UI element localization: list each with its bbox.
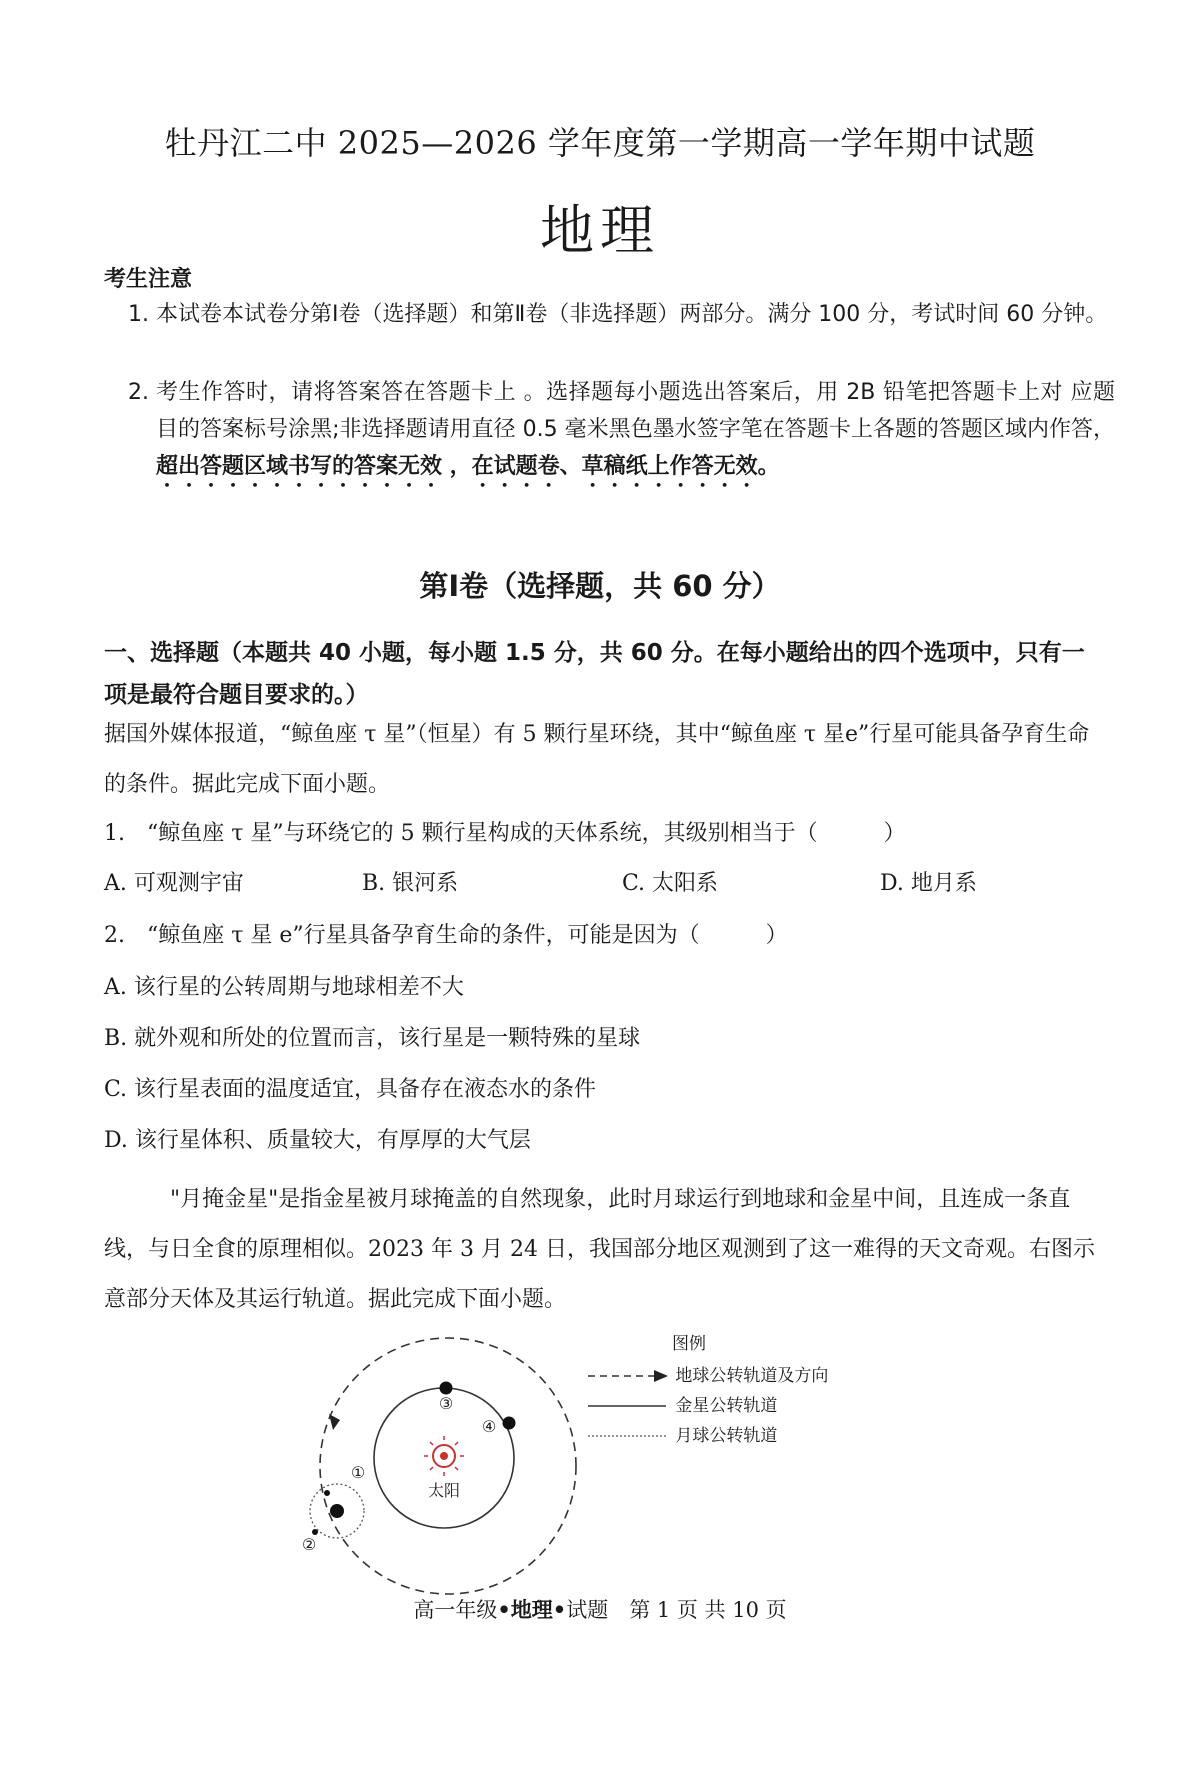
venus-position-3 <box>440 1382 453 1395</box>
notice-item-2 <box>130 374 1115 492</box>
section-1-heading: 一、选择题（本题共 40 小题，每小题 1.5 分，共 60 分。在每小题给出的四个选项中，只有一项是最符合题目要求的。） <box>104 640 1085 708</box>
marker-1: ① <box>350 1463 366 1482</box>
subject-title: 地理 <box>540 199 660 262</box>
legend-earth-orbit-label: 地球公转轨道及方向 <box>675 1366 829 1386</box>
legend-moon-orbit-label: 月球公转轨道 <box>675 1426 778 1446</box>
venus-orbit <box>374 1388 514 1528</box>
notice-item-2-text: 考生作答时，请将答案答在答题卡上 。选择题每小题选出答案后，用 2B 铅笔把答题卡上对 应题目的答案标号涂黑;非选择题请用直径 0.5 毫米黑色墨水签字笔在答题卡上各题的答题区域内作答， <box>156 380 1115 442</box>
legend-moon-orbit <box>588 1421 777 1446</box>
question-1-option-d: D. 地月系 <box>880 871 977 896</box>
notice-item-1-number: 1. <box>128 302 149 327</box>
question-1-stem: 1. “鲸鱼座 τ 星”与环绕它的 5 颗行星构成的天体系统，其级别相当于（ ） <box>104 821 906 846</box>
question-2-option-c: C. 该行星表面的温度适宜，具备存在液态水的条件 <box>104 1077 597 1102</box>
venus-position-4 <box>503 1417 516 1430</box>
dashed-arrow-icon <box>588 1369 670 1383</box>
notice-item-2-emphasis: 超出答题区域书写的答案无效 ，在试题卷、草稿纸上作答无效。 <box>156 454 780 479</box>
solid-line-icon <box>588 1399 670 1413</box>
question-2-option-a: A. 该行星的公转周期与地球相差不大 <box>104 975 464 1000</box>
notice-item-1-text: 本试卷本试卷分第Ⅰ卷（选择题）和第Ⅱ卷（非选择题）两部分。满分 100 分，考试时间 60 分钟。 <box>156 302 1108 327</box>
legend-venus-orbit-label: 金星公转轨道 <box>675 1396 778 1416</box>
footer-grade: 高一年级 <box>413 1598 498 1622</box>
question-1-option-c: C. 太阳系 <box>622 871 719 896</box>
notice-heading: 考生注意 <box>104 267 193 292</box>
passage-2: "月掩金星"是指金星被月球掩盖的自然现象，此时月球运行到地球和金星中间，且连成一条直线，与日全食的原理相似。2023 年 3 月 24 日，我国部分地区观测到了这一难得的天文奇观。右图示意部分天体及其运行轨道。据此完成下面小题。 <box>104 1187 1095 1312</box>
question-2-stem: 2. “鲸鱼座 τ 星 e”行星具备孕育生命的条件，可能是因为（ ） <box>104 923 788 948</box>
legend-earth-orbit <box>588 1361 828 1386</box>
notice-item-1 <box>130 296 1115 333</box>
footer-page-info: 试题 第 1 页 共 10 页 <box>566 1598 787 1622</box>
moon-orbit <box>310 1484 364 1538</box>
footer-sep-2: • <box>552 1597 567 1622</box>
marker-3: ③ <box>438 1394 454 1413</box>
footer-subject: 地理 <box>510 1597 553 1622</box>
sun-label: 太阳 <box>427 1481 461 1500</box>
question-1-option-b: B. 银河系 <box>362 871 459 896</box>
question-1-option-a: A. 可观测宇宙 <box>104 871 244 896</box>
part-1-title: 第Ⅰ卷（选择题，共 60 分） <box>419 569 781 603</box>
earth-orbit-direction-arrow-icon <box>329 1414 340 1430</box>
page-footer <box>0 1594 1200 1624</box>
sun-icon <box>424 1436 464 1476</box>
marker-4: ④ <box>481 1417 497 1436</box>
passage-1: 据国外媒体报道，“鲸鱼座 τ 星”（恒星）有 5 颗行星环绕，其中“鲸鱼座 τ 星e”行星可能具备孕育生命的条件。据此完成下面小题。 <box>104 722 1090 797</box>
legend-title: 图例 <box>672 1334 706 1354</box>
legend-venus-orbit <box>588 1391 777 1416</box>
marker-2: ② <box>301 1535 317 1554</box>
exam-title: 牡丹江二中 2025—2026 学年度第一学期高一学年期中试题 <box>164 124 1036 162</box>
earth-orbit <box>320 1338 576 1594</box>
question-2-option-d: D. 该行星体积、质量较大，有厚厚的大气层 <box>104 1128 531 1153</box>
notice-item-2-number: 2. <box>128 380 149 405</box>
dotted-line-icon <box>588 1429 670 1443</box>
notice-item-2-body <box>130 374 1115 492</box>
footer-sep-1: • <box>497 1597 511 1622</box>
moon-position-2 <box>312 1529 318 1535</box>
moon-position-1 <box>324 1490 330 1496</box>
question-2-option-b: B. 就外观和所处的位置而言，该行星是一颗特殊的星球 <box>104 1026 641 1051</box>
earth <box>330 1504 344 1518</box>
